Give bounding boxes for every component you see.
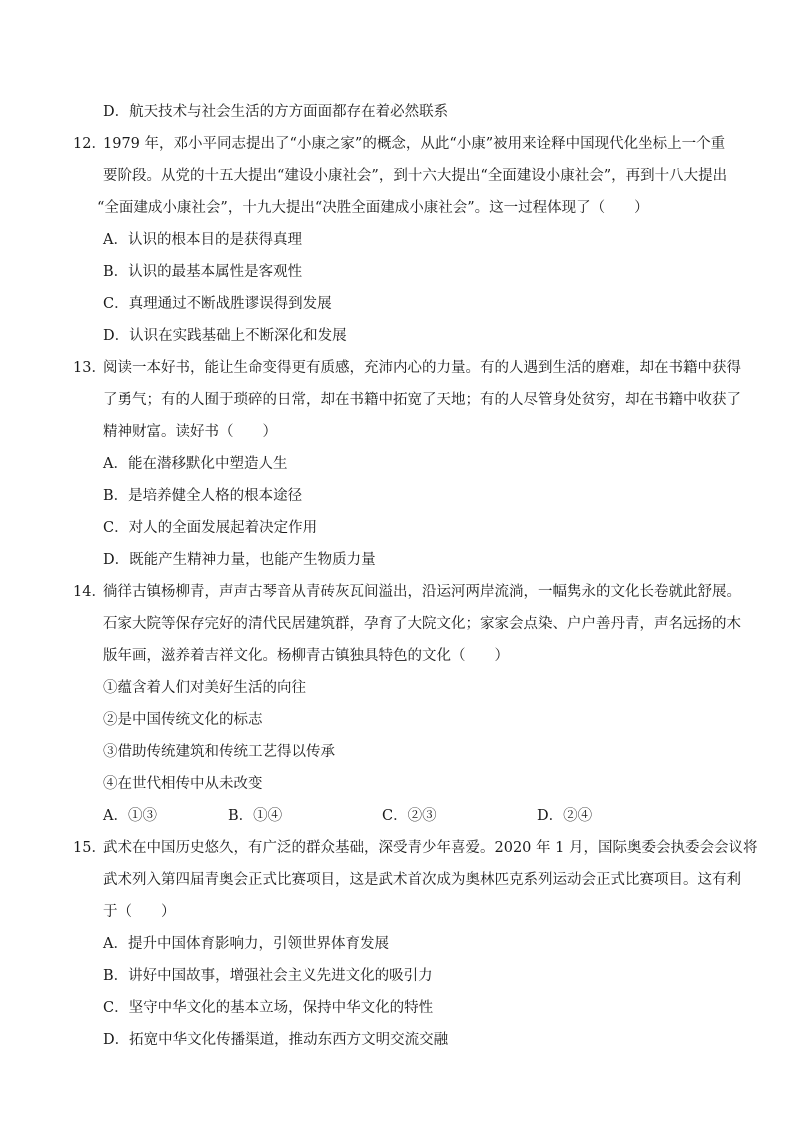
option-b: B．认识的最基本属性是客观性 — [103, 264, 303, 280]
question-stem-line: 徜徉古镇杨柳青，声声古琴音从青砖灰瓦间溢出，沿运河两岸流淌，一幅隽永的文化长卷就此舒展。 — [103, 584, 741, 600]
question-number: 15． — [73, 840, 106, 856]
question-number: 14． — [73, 584, 106, 600]
question-stem-line: 了勇气；有的人囿于琐碎的日常，却在书籍中拓宽了天地；有的人尽管身处贫穷，却在书籍中收获了 — [103, 392, 741, 408]
option-c: C．②③ — [382, 808, 437, 824]
question-stem-line: 武术列入第四届青奥会正式比赛项目，这是武术首次成为奥林匹克系列运动会正式比赛项目。这有利 — [103, 872, 741, 888]
question-stem-line: “全面建成小康社会”，十九大提出“决胜全面建成小康社会”。这一过程体现了（ ） — [97, 200, 649, 216]
question-stem-line: 精神财富。读好书（ ） — [103, 424, 277, 440]
option-b: B．是培养健全人格的根本途径 — [103, 488, 303, 504]
option-d: D．认识在实践基础上不断深化和发展 — [103, 328, 347, 344]
statement-4: ④在世代相传中从未改变 — [103, 776, 263, 792]
question-stem-line: 于（ ） — [103, 904, 176, 920]
option-a: A．能在潜移默化中塑造人生 — [103, 456, 288, 472]
option-c: C．真理通过不断战胜谬误得到发展 — [103, 296, 332, 312]
statement-1: ①蕴含着人们对美好生活的向往 — [103, 680, 306, 696]
question-stem-line: 石家大院等保存完好的清代民居建筑群，孕育了大院文化；家家会点染、户户善丹青，声名远扬的木 — [103, 616, 741, 632]
option-a: A．认识的根本目的是获得真理 — [103, 232, 302, 248]
question-number: 13． — [73, 360, 106, 376]
statement-2: ②是中国传统文化的标志 — [103, 712, 263, 728]
statement-3: ③借助传统建筑和传统工艺得以传承 — [103, 744, 335, 760]
option-a: A．①③ — [103, 808, 157, 824]
question-stem-line: 要阶段。从党的十五大提出“建设小康社会”，到十六大提出“全面建设小康社会”，再到十八大提出 — [103, 168, 728, 184]
prev-option-d: D．航天技术与社会生活的方方面面都存在着必然联系 — [103, 104, 449, 120]
option-a: A．提升中国体育影响力，引领世界体育发展 — [103, 936, 389, 952]
option-d: D．拓宽中华文化传播渠道，推动东西方文明交流交融 — [103, 1032, 449, 1048]
option-d: D．②④ — [537, 808, 593, 824]
question-number: 12． — [73, 136, 106, 152]
question-stem-line: 阅读一本好书，能让生命变得更有质感，充沛内心的力量。有的人遇到生活的磨难，却在书籍中获得 — [103, 360, 741, 376]
option-b: B．①④ — [228, 808, 283, 824]
option-c: C．对人的全面发展起着决定作用 — [103, 520, 318, 536]
option-b: B．讲好中国故事，增强社会主义先进文化的吸引力 — [103, 968, 433, 984]
option-d: D．既能产生精神力量，也能产生物质力量 — [103, 552, 376, 568]
option-c: C．坚守中华文化的基本立场，保持中华文化的特性 — [103, 1000, 434, 1016]
question-stem-line: 1979 年，邓小平同志提出了“小康之家”的概念，从此“小康”被用来诠释中国现代化坐标上一个重 — [103, 136, 726, 152]
question-stem-line: 武术在中国历史悠久，有广泛的群众基础，深受青少年喜爱。2020 年 1 月，国际奥委会执委会会议将 — [103, 840, 758, 856]
question-stem-line: 版年画，滋养着吉祥文化。杨柳青古镇独具特色的文化（ ） — [103, 648, 509, 664]
